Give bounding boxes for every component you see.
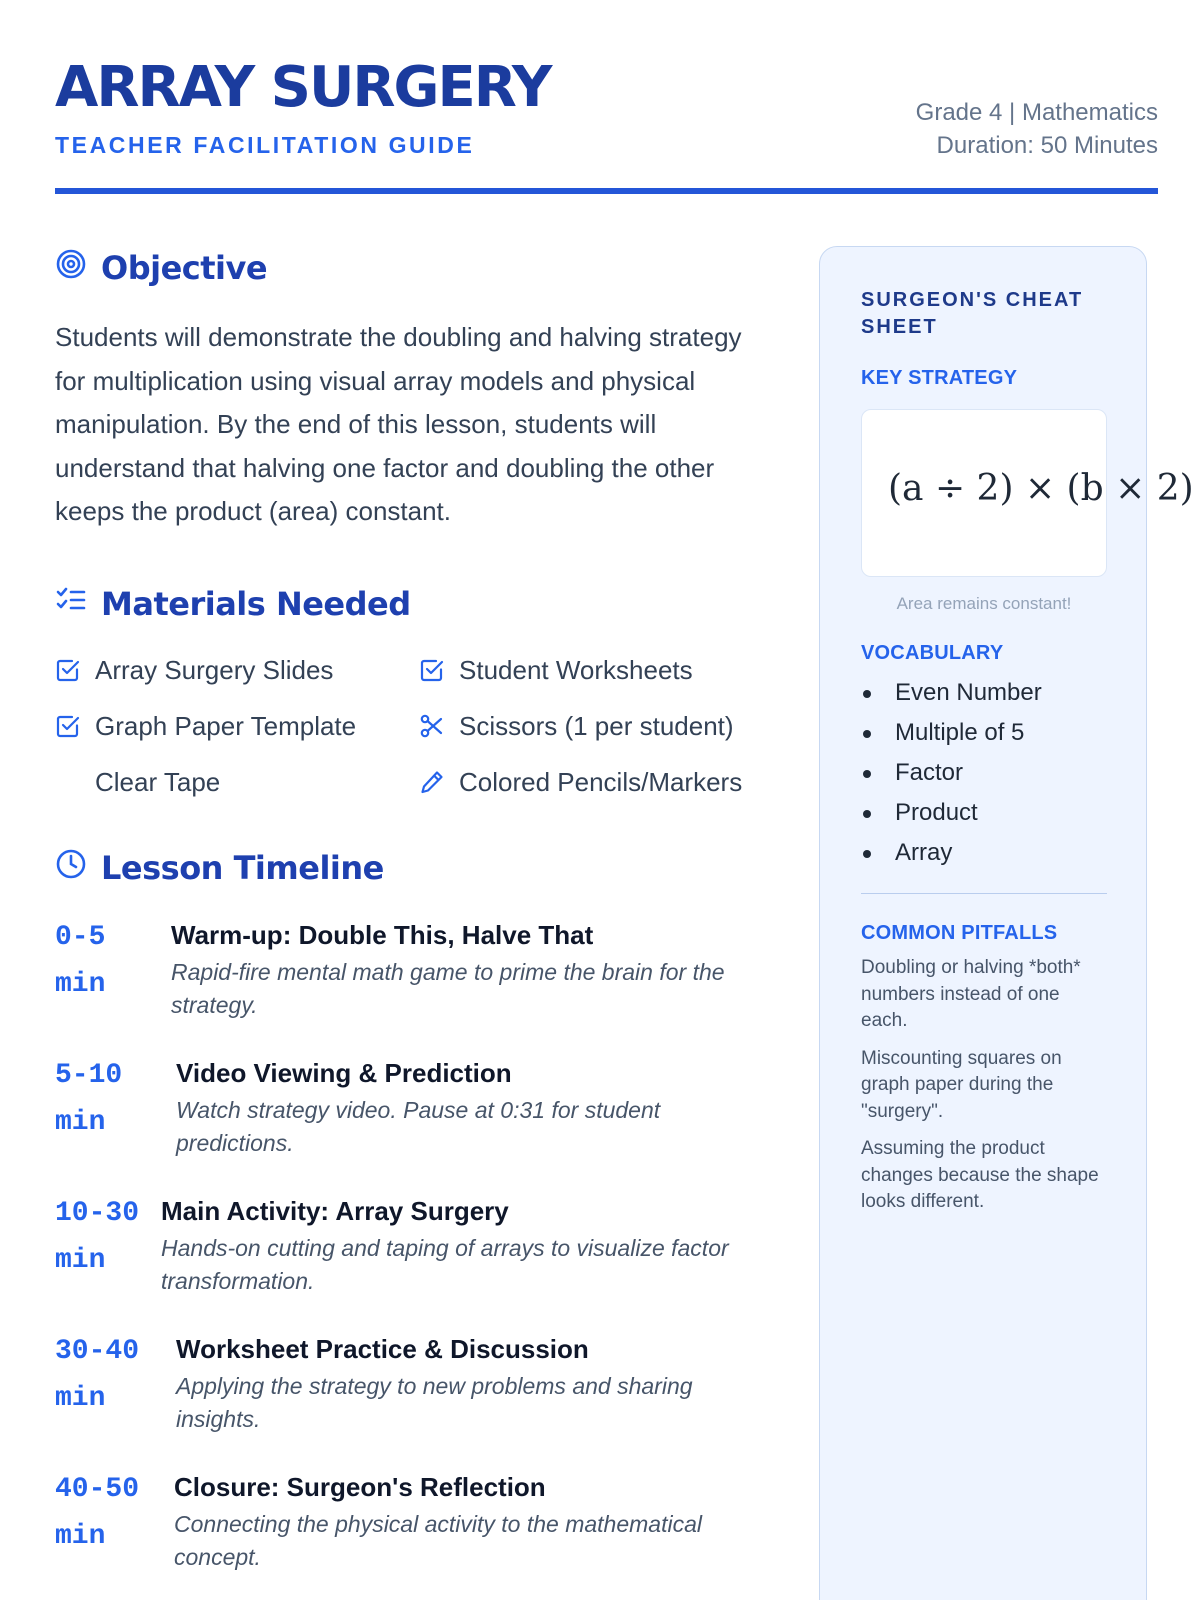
- main-column: [55, 248, 775, 1600]
- timeline-title: Main Activity: Array Surgery: [161, 1195, 509, 1226]
- checkbox-icon: [419, 657, 445, 683]
- lesson-meta: [916, 96, 1158, 162]
- timeline-desc: Applying the strategy to new problems and sharing insights.: [176, 1372, 693, 1432]
- page-title: ARRAY SURGERY: [55, 55, 551, 120]
- checkbox-icon: [55, 657, 81, 683]
- objective-heading-label: Objective: [101, 249, 268, 287]
- pencil-icon: [419, 769, 445, 795]
- sidebar-title: SURGEON'S CHEAT SHEET: [861, 289, 1084, 338]
- material-label: Array Surgery Slides: [95, 654, 334, 685]
- key-strategy-label: KEY STRATEGY: [861, 367, 1018, 389]
- material-label: Graph Paper Template: [95, 710, 357, 741]
- vocabulary-item: Multiple of 5: [861, 713, 1107, 753]
- pitfall-item: Doubling or halving *both* numbers instead of one each.: [861, 957, 1081, 1031]
- target-icon: [55, 248, 87, 288]
- objective-heading: [55, 248, 775, 288]
- material-item: [55, 706, 419, 746]
- pitfall-item: Miscounting squares on graph paper during the "surgery".: [861, 1047, 1062, 1122]
- timeline-item: [55, 914, 775, 1022]
- vocabulary-item: Array: [861, 833, 1107, 873]
- blank-icon: [55, 769, 81, 795]
- objective-text: Students will demonstrate the doubling and halving strategy for multiplication using visual array models and physical manipulation. By the end of this lesson, students will understand that halving one factor and doubling the other keeps the product (area) constant.: [55, 322, 742, 526]
- timeline-title: Video Viewing & Prediction: [176, 1057, 512, 1088]
- strategy-formula: (a ÷ 2) × (b × 2): [888, 468, 1194, 509]
- timeline-heading: [55, 848, 775, 888]
- materials-heading: [55, 584, 775, 624]
- material-item: [419, 762, 779, 802]
- timeline-title: Warm-up: Double This, Halve That: [171, 919, 594, 950]
- timeline-time: 5-10 min: [55, 1059, 123, 1138]
- timeline-heading-label: Lesson Timeline: [101, 848, 384, 887]
- materials-list: [55, 650, 775, 802]
- checklist-icon: [55, 584, 87, 624]
- formula-box: [861, 409, 1194, 577]
- checkbox-icon: [55, 713, 81, 739]
- timeline-desc: Hands-on cutting and taping of arrays to visualize factor transformation.: [161, 1234, 729, 1294]
- material-item: [419, 706, 779, 746]
- material-item: [55, 762, 419, 802]
- vocabulary-label: VOCABULARY: [861, 642, 1004, 664]
- materials-heading-label: Materials Needed: [101, 584, 411, 623]
- material-label: Clear Tape: [95, 766, 221, 797]
- vocabulary-list: [861, 673, 1107, 873]
- grade-line: Grade 4 | Mathematics: [915, 99, 1158, 126]
- timeline-title: Closure: Surgeon's Reflection: [174, 1471, 546, 1502]
- pitfall-item: Assuming the product changes because the shape looks different.: [861, 1138, 1099, 1212]
- vocabulary-item: Factor: [861, 753, 1107, 793]
- timeline-time: 40-50 min: [55, 1473, 140, 1552]
- timeline-item: [55, 1052, 775, 1160]
- material-item: [419, 650, 779, 690]
- timeline-item: [55, 1328, 775, 1436]
- material-item: [55, 650, 419, 690]
- timeline-time: 30-40 min: [55, 1335, 140, 1414]
- cheat-sheet-sidebar: [819, 246, 1194, 1600]
- timeline-desc: Rapid-fire mental math game to prime the brain for the strategy.: [171, 958, 725, 1018]
- timeline-time: 10-30 min: [55, 1197, 140, 1276]
- timeline-desc: Watch strategy video. Pause at 0:31 for student predictions.: [176, 1096, 661, 1156]
- timeline-list: [55, 914, 775, 1574]
- timeline-title: Worksheet Practice & Discussion: [176, 1333, 589, 1364]
- material-label: Colored Pencils/Markers: [459, 766, 743, 797]
- timeline-item: [55, 1466, 775, 1574]
- page-subtitle: TEACHER FACILITATION GUIDE: [55, 132, 475, 158]
- vocabulary-item: Product: [861, 793, 1107, 833]
- material-label: Student Worksheets: [459, 654, 693, 685]
- header: [55, 55, 1158, 194]
- timeline-item: [55, 1190, 775, 1298]
- duration-line: Duration: 50 Minutes: [936, 132, 1158, 159]
- scissors-icon: [419, 713, 445, 739]
- timeline-time: 0-5 min: [55, 921, 106, 1000]
- timeline-desc: Connecting the physical activity to the mathematical concept.: [174, 1510, 702, 1570]
- material-label: Scissors (1 per student): [459, 710, 734, 741]
- vocabulary-item: Even Number: [861, 673, 1107, 713]
- sidebar-divider: [861, 893, 1107, 894]
- pitfalls-label: COMMON PITFALLS: [861, 922, 1058, 944]
- clock-icon: [55, 848, 87, 888]
- formula-note: Area remains constant!: [896, 594, 1072, 613]
